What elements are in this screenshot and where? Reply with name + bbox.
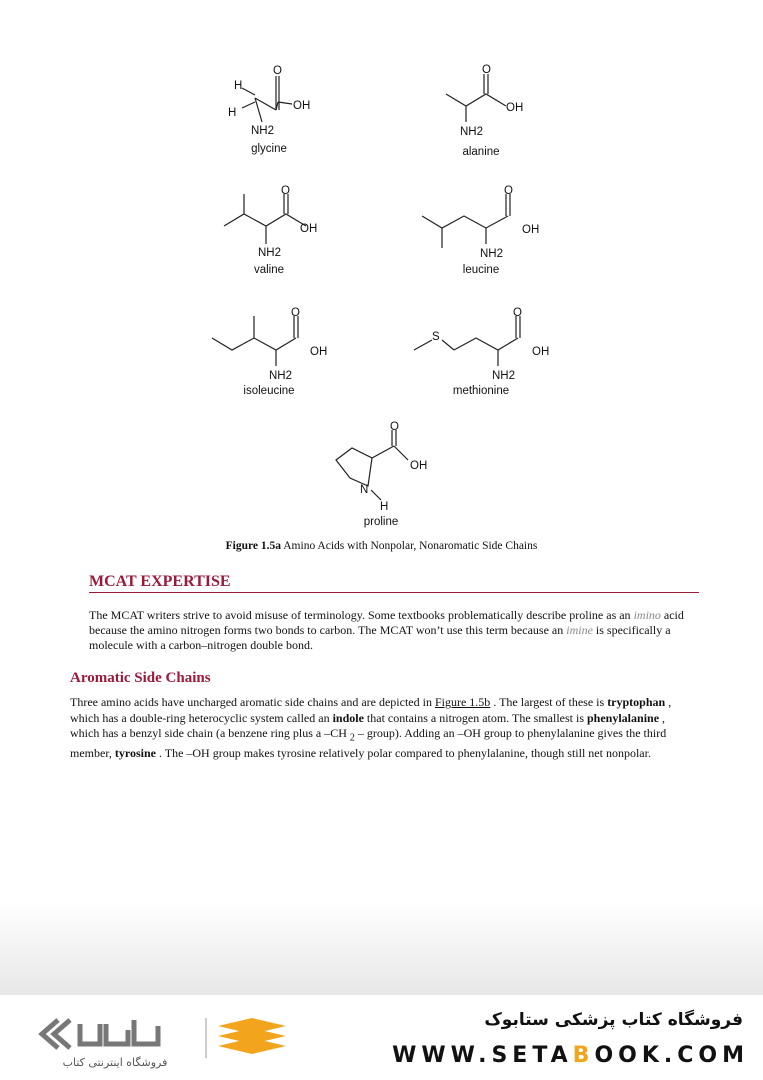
svg-text:O: O [291, 307, 300, 319]
svg-text:OH: OH [410, 460, 428, 472]
figure-label: Figure 1.5a [225, 540, 281, 552]
proline-structure [328, 422, 438, 522]
alanine-label: alanine [462, 146, 500, 158]
methionine-structure [412, 304, 562, 384]
valine-structure [222, 182, 332, 262]
store-url[interactable]: WWW.SETABOOK.COM [392, 1043, 749, 1068]
glycine-structure [222, 62, 332, 142]
svg-text:S: S [432, 331, 440, 343]
svg-text:N: N [360, 484, 369, 496]
store-name: فروشگاه کتاب پزشکی ستابوک [484, 1010, 743, 1030]
figure-link[interactable]: Figure 1.5b [434, 695, 491, 709]
svg-text:H: H [380, 501, 389, 513]
svg-text:NH2: NH2 [251, 125, 275, 137]
svg-text:OH: OH [506, 102, 524, 114]
section-heading: Aromatic Side Chains [70, 670, 211, 686]
svg-text:OH: OH [532, 346, 550, 358]
leucine-structure [420, 182, 550, 262]
svg-text:H: H [228, 107, 237, 119]
logo-caption: فروشگاه اینترنتی کتاب [62, 1056, 168, 1069]
isoleucine-structure [210, 304, 340, 384]
svg-text:OH: OH [310, 346, 328, 358]
isoleucine-label: isoleucine [243, 385, 295, 397]
figure-caption [0, 540, 763, 552]
svg-text:O: O [504, 185, 513, 197]
svg-text:H: H [234, 80, 243, 92]
term-imino: imino [633, 608, 661, 622]
svg-text:NH2: NH2 [258, 247, 282, 259]
svg-text:OH: OH [522, 224, 540, 236]
svg-text:NH2: NH2 [480, 248, 504, 260]
section-paragraph: Three amino acids have uncharged aromatic side chains and are depicted in Figure 1.5b . The largest of these is tryptophan , which has a double-ring heterocyclic system called an indole that contains a nitrogen atom. The smallest is phenylalanine , which has a benzyl side chain (a benzene ring plus a –CH $_2$ – group). Adding an –OH group to phenylalanine gives the third member, tyrosine . The –OH group makes tyrosine relatively polar compared to phenylalanine, though still net nonpolar. [70, 695, 672, 760]
svg-text:NH2: NH2 [460, 126, 484, 138]
mcat-expertise-heading: MCAT EXPERTISE [89, 573, 699, 593]
valine-label: valine [253, 264, 285, 276]
svg-text:OH: OH [293, 100, 311, 112]
methionine-label: methionine [452, 385, 510, 397]
svg-text:O: O [281, 185, 290, 197]
figure-caption-text: Amino Acids with Nonpolar, Nonaromatic Side Chains [283, 540, 538, 552]
alanine-structure [440, 62, 550, 142]
svg-text:O: O [273, 65, 282, 77]
mcat-expertise-text: The MCAT writers strive to avoid misuse of terminology. Some textbooks problematically describe proline as an imino acid because the amino nitrogen forms two bonds to carbon. The MCAT won’t use this term because an imine is specifically a molecule with a carbon–nitrogen double bond. [89, 608, 684, 652]
leucine-label: leucine [462, 264, 500, 276]
svg-text:O: O [390, 421, 399, 433]
svg-text:OH: OH [300, 223, 318, 235]
glycine-label: glycine [251, 143, 287, 155]
svg-text:O: O [513, 307, 522, 319]
svg-text:NH2: NH2 [269, 370, 293, 382]
svg-text:O: O [482, 64, 491, 76]
term-imine: imine [566, 623, 593, 637]
svg-text:NH2: NH2 [492, 370, 516, 382]
proline-label: proline [363, 516, 399, 528]
